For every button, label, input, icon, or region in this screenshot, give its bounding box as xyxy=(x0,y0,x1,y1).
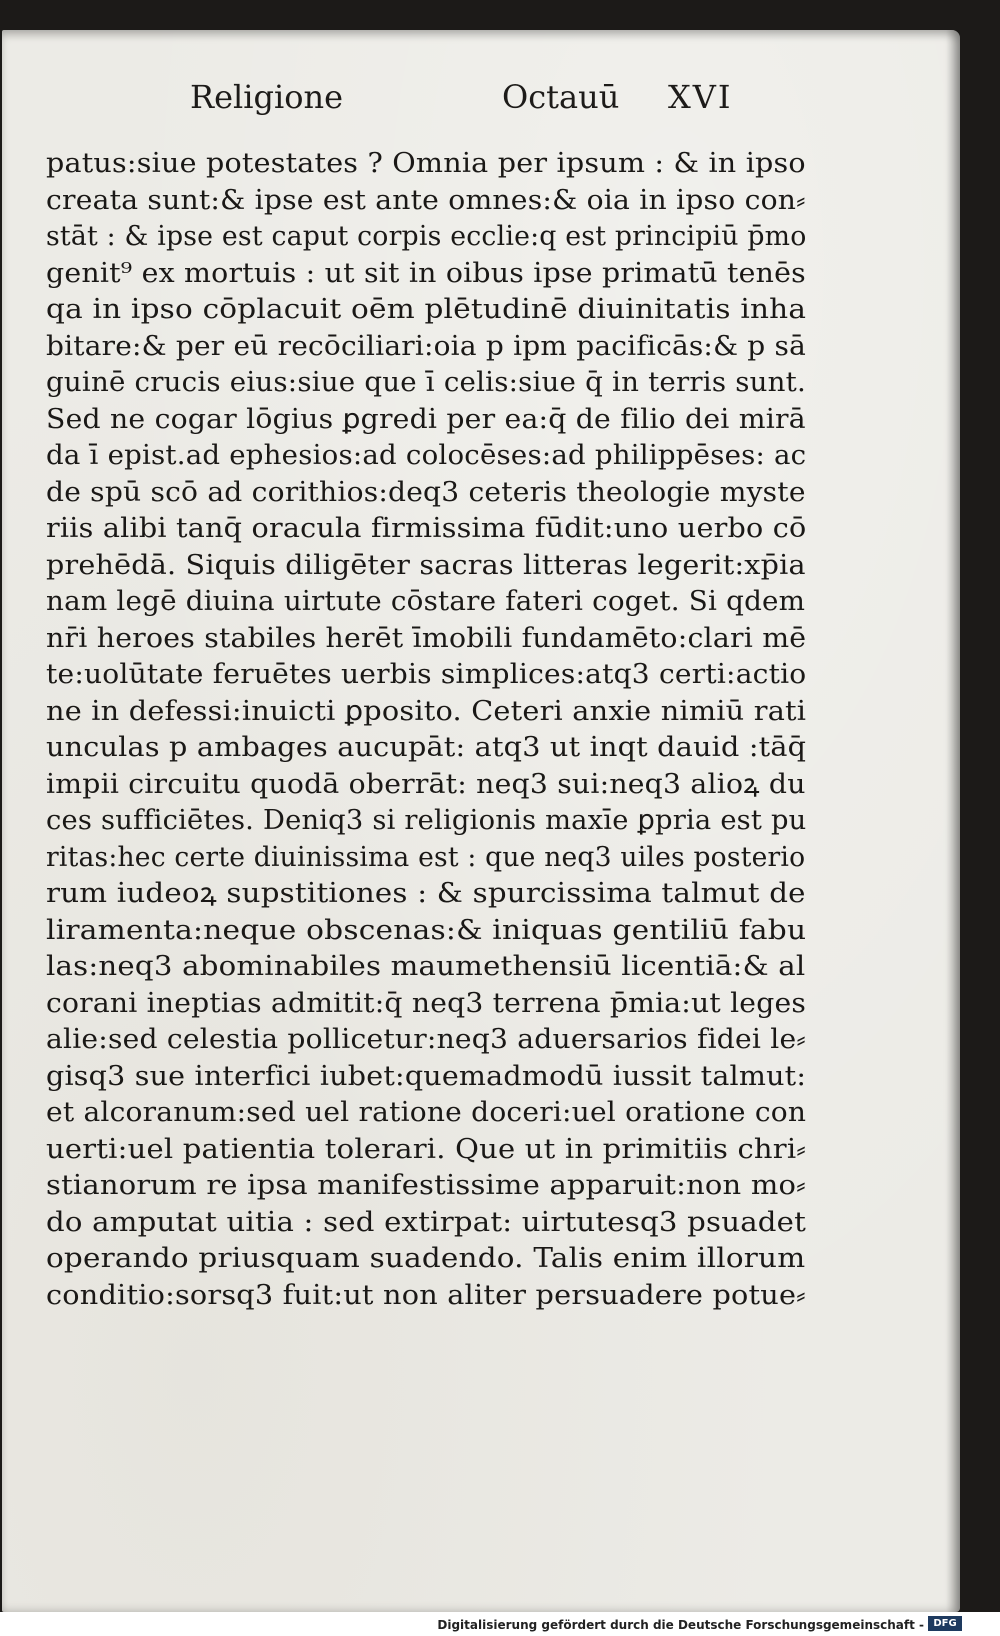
text-line: et alcoranum:sed uel ratione doceri:uel oratione con xyxy=(46,1097,807,1128)
text-line: creata sunt:& ipse est ante omnes:& oia in ipso con⸗ xyxy=(46,184,806,216)
running-head-center: Octauū xyxy=(502,78,620,116)
text-line: corani ineptias admitit:q̄ neq3 terrena p̄mia:ut leges xyxy=(46,987,807,1019)
running-head xyxy=(190,78,800,128)
text-line: nr̄i heroes stabiles herēt īmobili fundamēto:clari mē xyxy=(46,622,807,654)
text-line: ces sufficiētes. Deniq3 si religionis maxīe ꝑpria est pu xyxy=(46,805,807,836)
running-head-left: Religione xyxy=(190,78,344,116)
text-line: impii circuitu quodā oberrāt: neq3 sui:neq3 alioꝝ du xyxy=(46,768,806,800)
text-line: gisq3 sue interfici iubet:quemadmodū iussit talmut: xyxy=(46,1060,807,1092)
text-line: Sed ne cogar lōgius ꝑgredi per ea:q̄ de filio dei mirā xyxy=(46,403,806,435)
text-line: patus:siue potestates ? Omnia per ipsum : & in ipso xyxy=(46,148,806,179)
footer-credit: Digitalisierung gefördert durch die Deutsche Forschungsgemeinschaft - xyxy=(437,1618,924,1632)
text-line: do amputat uitia : sed extirpat: uirtutesq3 psuadet xyxy=(46,1206,807,1238)
text-line: ne in defessi:inuicti ꝑposito. Ceteri anxie nimiū rati xyxy=(46,695,807,727)
text-line: conditio:sorsq3 fuit:ut non aliter persuadere potue⸗ xyxy=(46,1279,806,1311)
text-line: ritas:hec certe diuinissima est : que neq3 uiles posterio xyxy=(46,841,806,873)
body-text xyxy=(46,146,846,1314)
text-line: uerti:uel patientia tolerari. Que ut in primitiis chri⸗ xyxy=(46,1133,807,1165)
folio-number: XVI xyxy=(668,78,733,116)
text-line: bitare:& per eū recōciliari:oia p ipm pacificās:& p sā xyxy=(46,330,807,362)
text-line: rum iudeoꝝ supstitiones : & spurcissima talmut de xyxy=(46,878,806,909)
text-line: las:neq3 abominabiles maumethensiū licentiā:& al xyxy=(46,951,806,982)
text-line: unculas p ambages aucupāt: atq3 ut inqt dauid :tāq̄ xyxy=(46,732,807,763)
text-line: qa in ipso cōplacuit oēm plētudinē diuinitatis inha xyxy=(46,294,807,325)
text-line: liramenta:neque obscenas:& iniquas gentiliū fabu xyxy=(46,914,807,946)
footer-bar xyxy=(0,1612,1000,1636)
text-line: te:uolūtate feruētes uerbis simplices:atq3 certi:actio xyxy=(46,659,807,690)
text-line: stianorum re ipsa manifestissime apparuit:non mo⸗ xyxy=(46,1170,806,1201)
text-line: guinē crucis eius:siue que ī celis:siue q̄ in terris sunt. xyxy=(46,367,806,398)
text-line: genit⁹ ex mortuis : ut sit in oibus ipse primatū tenēs xyxy=(46,257,806,289)
text-line: de spū scō ad corithios:deq3 ceteris theologie myste xyxy=(46,476,806,508)
page-edge-shadow xyxy=(946,30,960,1612)
text-line: prehēdā. Siquis diligēter sacras litteras legerit:xp̄ia xyxy=(46,549,806,581)
text-line: da ī epist.ad ephesios:ad colocēses:ad philippēses: ac xyxy=(46,440,807,471)
text-line: alie:sed celestia pollicetur:neq3 aduersarios fidei le⸗ xyxy=(46,1024,806,1055)
text-line: nam legē diuina uirtute cōstare fateri coget. Si qdem xyxy=(46,586,806,617)
text-line: operando priusquam suadendo. Talis enim illorum xyxy=(46,1243,806,1274)
text-line: stāt : & ipse est caput corpis ecclie:q est principiū p̄mo xyxy=(46,221,807,252)
text-line: riis alibi tanq̄ oracula firmissima fūdit:uno uerbo cō xyxy=(46,513,807,544)
dfg-logo: DFG xyxy=(928,1616,962,1631)
